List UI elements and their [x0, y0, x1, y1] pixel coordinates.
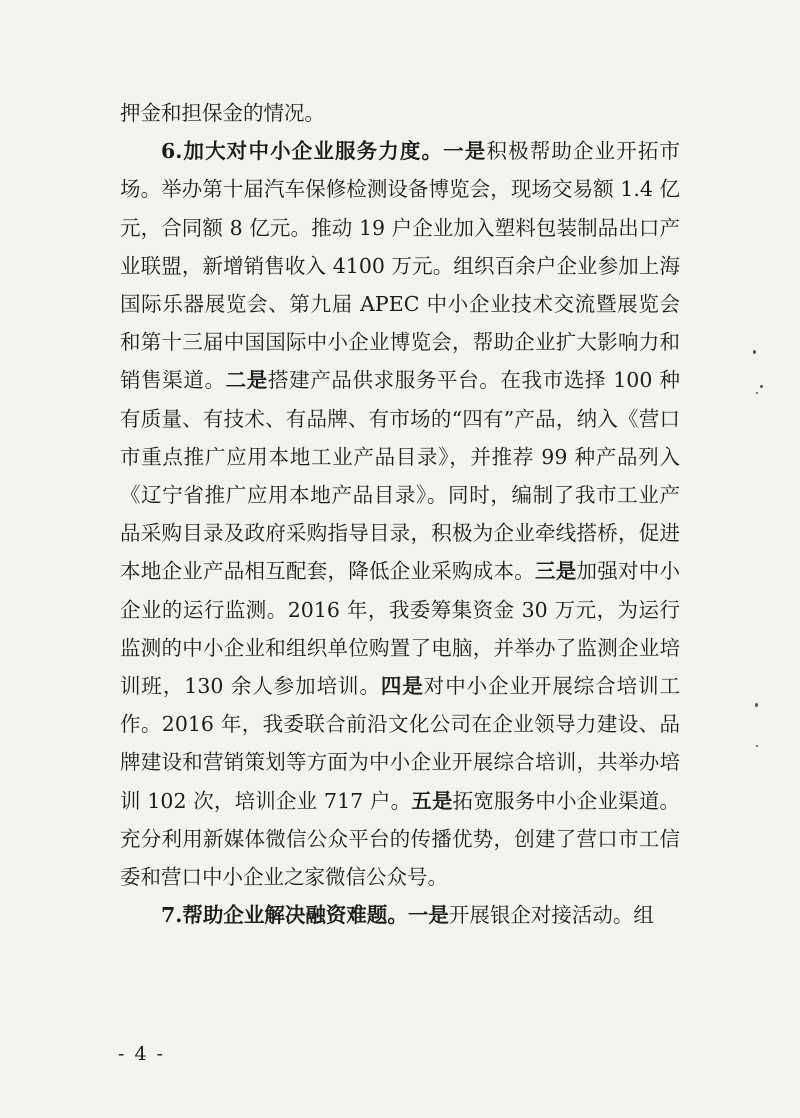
text-run: 积极帮助企业开拓市场。举办第十届汽车保修检测设备博览会，现场交易额 1.4 亿元，合同额 8 亿元。推动 19 户企业加入塑料包装制品出口产业联盟，新增销售收入 4100 万元。组织百余户企业参加上海国际乐器展览会、第九届 APEC 中小企业技术交流暨展览会和第十三届中国国际中小企业博览会，帮助企业扩大影响力和销售渠道。 — [120, 139, 681, 393]
text-run: 对中小企业开展综合培训工作。2016 年，我委联合前沿文化公司在企业领导力建设、品牌建设和营销策划等方面为中小企业开展综合培训，共举办培训 102 次，培训企业 717 户。 — [120, 674, 681, 813]
page-number: - 4 - — [118, 1043, 166, 1065]
scan-speck — [755, 703, 758, 707]
bold-text-run: 6.加大对中小企业服务力度。 — [161, 139, 444, 164]
text-run: 搭建产品供求服务平台。在我市选择 100 种有质量、有技术、有品牌、有市场的“四有”产品，纳入《营口市重点推广应用本地工业产品目录》，并推荐 99 种产品列入《辽宁省推广应用本地产品目录》。同时，编制了我市工业产品采购目录及政府采购指导目录，积极为企业牵线搭桥，促进本地企业产品相互配套，降低企业采购成本。 — [120, 368, 681, 584]
bold-text-run: 一是 — [407, 903, 449, 928]
bold-text-run: 7.帮助企业解决融资难题。 — [161, 903, 408, 928]
body-text — [120, 94, 680, 934]
bold-text-run: 三是 — [535, 559, 577, 584]
paragraph — [120, 896, 680, 934]
scan-speck — [753, 350, 756, 354]
scan-speck — [756, 392, 758, 394]
scan-speck — [756, 745, 758, 747]
text-run: 加强对中小企业的运行监测。2016 年，我委筹集资金 30 万元，为运行监测的中小企业和组织单位购置了电脑，并举办了监测企业培训班，130 余人参加培训。 — [120, 559, 680, 699]
paragraph — [120, 94, 680, 132]
bold-text-run: 五是 — [411, 788, 453, 813]
text-run: 拓宽服务中小企业渠道。充分利用新媒体微信公众平台的传播优势，创建了营口市工信委和营口中小企业之家微信公众号。 — [120, 788, 681, 890]
text-run: 开展银企对接活动。组 — [448, 903, 654, 928]
paragraph — [120, 132, 680, 896]
scan-speck — [760, 385, 763, 388]
text-run: 押金和担保金的情况。 — [120, 101, 325, 125]
bold-text-run: 二是 — [225, 368, 268, 393]
bold-text-run: 四是 — [380, 674, 424, 699]
bold-text-run: 一是 — [443, 139, 487, 164]
